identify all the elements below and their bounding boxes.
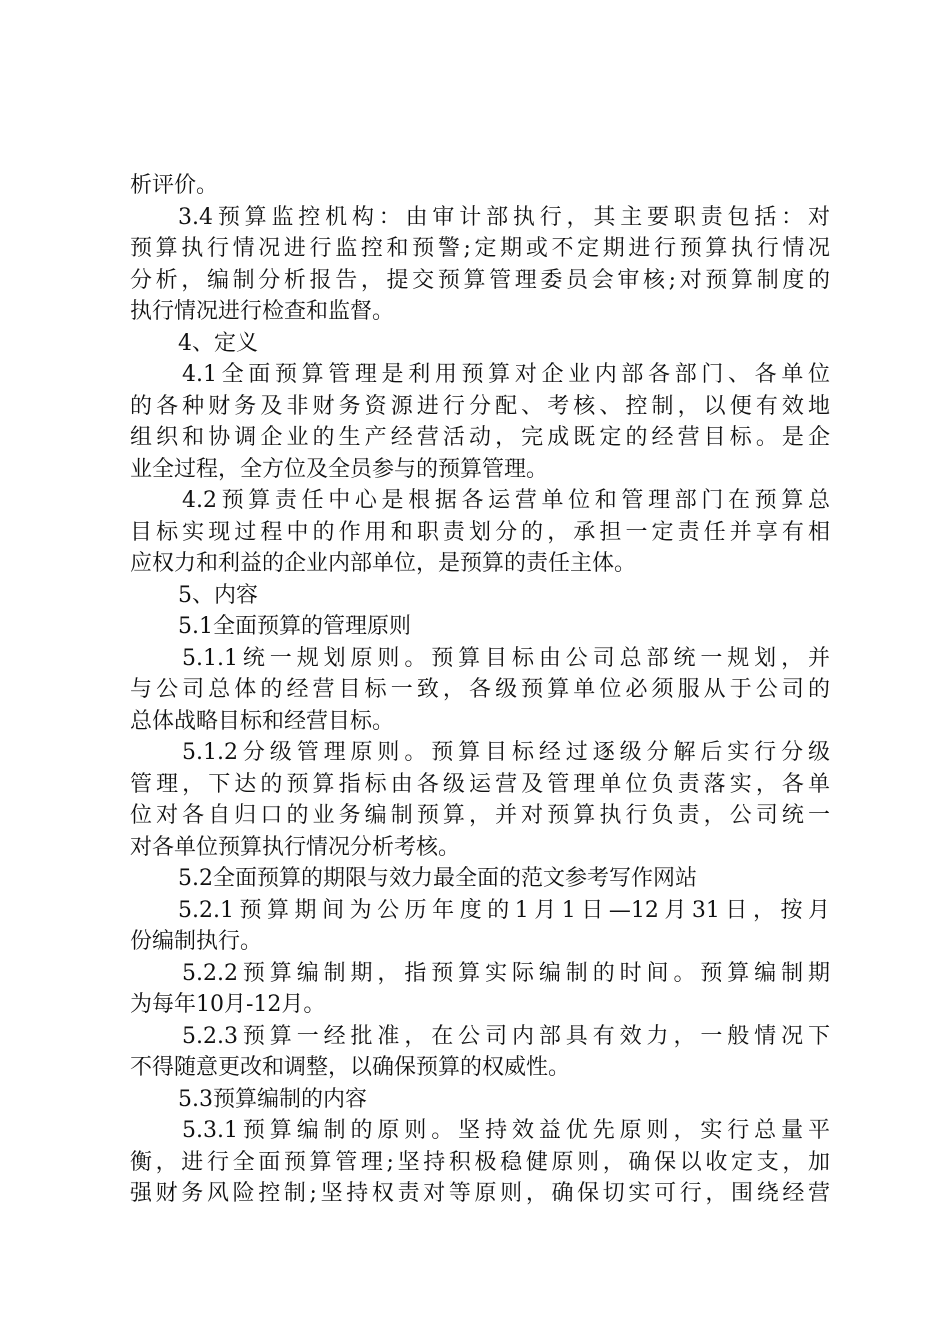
subsection-heading: 5.1全面预算的管理原则 <box>178 614 411 639</box>
text-line: 不得随意更改和调整，以确保预算的权威性。 <box>130 1055 571 1080</box>
text-line: 析评价。 <box>130 173 219 198</box>
text-line: 位对各自归口的业务编制预算，并对预算执行负责，公司统一 <box>130 803 830 828</box>
text-line: 5.2.1预算期间为公历年度的1月1日—12月31日，按月 <box>178 897 830 923</box>
section-heading: 5、内容 <box>178 582 258 608</box>
text-line: 衡，进行全面预算管理;坚持积极稳健原则，确保以收定支，加 <box>130 1149 830 1175</box>
section-heading: 4、定义 <box>178 330 258 356</box>
subsection-heading: 5.2全面预算的期限与效力最全面的范文参考写作网站 <box>178 866 697 891</box>
text-line: 业全过程，全方位及全员参与的预算管理。 <box>130 456 549 482</box>
text-line: 5.1.1统一规划原则。预算目标由公司总部统一规划，并 <box>182 645 830 671</box>
text-line: 强财务风险控制;坚持权责对等原则，确保切实可行，围绕经营 <box>130 1181 830 1206</box>
text-line: 5.2.3预算一经批准，在公司内部具有效力，一般情况下 <box>182 1023 830 1049</box>
text-line: 管理，下达的预算指标由各级运营及管理单位负责落实，各单 <box>130 771 830 797</box>
body-text <box>130 170 830 1210</box>
text-line: 份编制执行。 <box>130 929 263 954</box>
text-line: 5.3.1预算编制的原则。坚持效益优先原则，实行总量平 <box>182 1118 830 1143</box>
text-line: 4.2预算责任中心是根据各运营单位和管理部门在预算总 <box>182 488 830 513</box>
subsection-heading: 5.3预算编制的内容 <box>178 1086 367 1112</box>
text-line: 5.2.2预算编制期，指预算实际编制的时间。预算编制期 <box>182 960 830 986</box>
text-line: 目标实现过程中的作用和职责划分的，承担一定责任并享有相 <box>130 519 830 545</box>
text-line: 执行情况进行检查和监督。 <box>130 299 395 324</box>
text-line: 总体战略目标和经营目标。 <box>130 708 395 734</box>
text-line: 为每年10月-12月。 <box>130 992 326 1017</box>
text-line: 的各种财务及非财务资源进行分配、考核、控制，以便有效地 <box>130 393 830 419</box>
text-line: 预算执行情况进行监控和预警;定期或不定期进行预算执行情况 <box>130 236 830 261</box>
text-line: 与公司总体的经营目标一致，各级预算单位必须服从于公司的 <box>130 677 830 702</box>
text-line: 4.1全面预算管理是利用预算对企业内部各部门、各单位 <box>182 362 830 387</box>
text-line: 分析，编制分析报告，提交预算管理委员会审核;对预算制度的 <box>130 267 830 293</box>
text-line: 对各单位预算执行情况分析考核。 <box>130 834 461 860</box>
text-line: 组织和协调企业的生产经营活动，完成既定的经营目标。是企 <box>130 425 830 450</box>
text-line: 3.4预算监控机构：由审计部执行，其主要职责包括：对 <box>178 204 830 230</box>
text-line: 应权力和利益的企业内部单位，是预算的责任主体。 <box>130 551 637 576</box>
text-line: 5.1.2分级管理原则。预算目标经过逐级分解后实行分级 <box>182 740 830 765</box>
